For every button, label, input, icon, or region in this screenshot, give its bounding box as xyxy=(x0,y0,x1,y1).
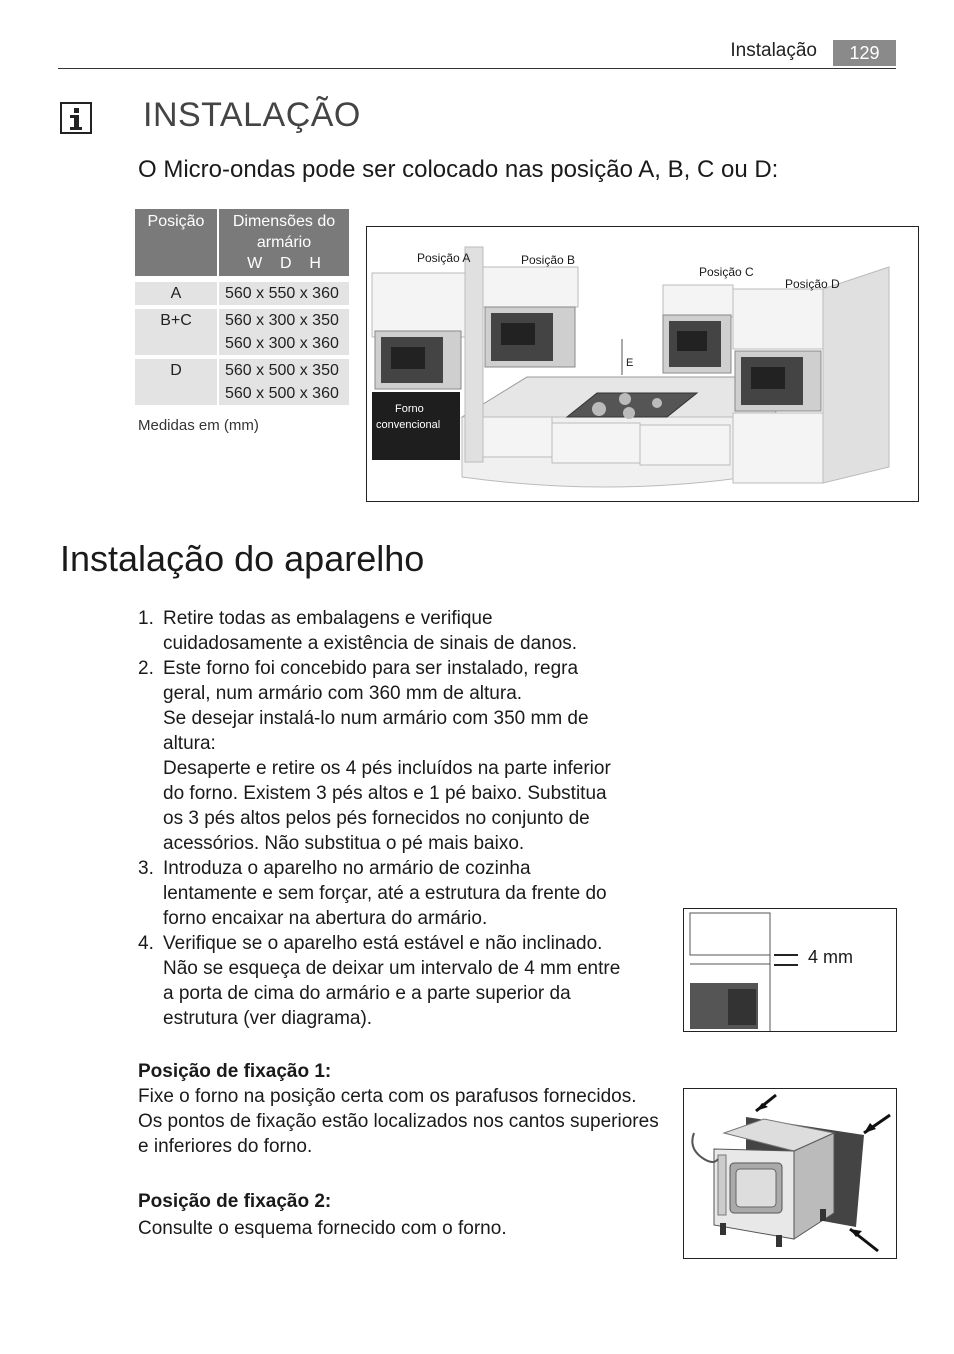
table-row xyxy=(135,359,349,405)
step-2: 2. Este forno foi concebido para ser instalado, regra geral, num armário com 360 mm de altura. Se desejar instalá-lo num armário com 350 mm de altura: Desaperte e retire os 4 pés incluídos na parte inferior do forno. Existem 3 pés altos e 1 pé baixo. Substitua os 3 pés altos pelos pés fornecidos no conjunto de acessórios. Não substitua o pé mais baixo. xyxy=(138,658,611,854)
header-rule xyxy=(58,68,896,69)
header-dimensions xyxy=(217,209,349,276)
measures-note: Medidas em (mm) xyxy=(138,417,259,434)
dimensions-table xyxy=(135,209,349,405)
row-dims: 560 x 300 x 350 560 x 300 x 360 xyxy=(217,309,349,355)
header-dims-line1: Dimensões do xyxy=(232,213,336,230)
header-dims-line2: armário xyxy=(256,234,312,251)
row-position: D xyxy=(135,359,217,405)
section-title: INSTALAÇÃO xyxy=(143,96,361,134)
gap-diagram xyxy=(683,908,897,1032)
info-icon xyxy=(60,102,92,134)
header-position: Posição xyxy=(135,209,217,276)
fixing-diagram xyxy=(683,1088,897,1259)
installation-steps xyxy=(138,606,678,1031)
fix-position-1: Posição de fixação 1: Fixe o forno na posição certa com os parafusos fornecidos. Os pontos de fixação estão localizados nos cantos superiores e inferiores do forno. xyxy=(138,1059,678,1159)
label-oven-line1: Forno xyxy=(395,403,424,415)
kitchen-drawing xyxy=(367,227,918,501)
header-wdh: W D H xyxy=(247,255,321,272)
gap-label: 4 mm xyxy=(808,947,853,967)
label-oven-line2: convencional xyxy=(376,419,441,431)
label-position-a: Posição A xyxy=(417,251,471,265)
step-4: 4. Verifique se o aparelho está estável e não inclinado. Não se esqueça de deixar um intervalo de 4 mm entre a porta de cima do armário e a parte superior da estrutura (ver diagrama). xyxy=(138,933,621,1029)
row-dims: 560 x 550 x 360 xyxy=(217,282,349,305)
table-row xyxy=(135,309,349,355)
fix-2-title: Posição de fixação 2: xyxy=(138,1191,332,1212)
intro-text: O Micro-ondas pode ser colocado nas posição A, B, C ou D: xyxy=(138,156,779,183)
fix-position-2: Posição de fixação 2: Consulte o esquema fornecido com o forno. xyxy=(138,1189,678,1241)
header-section: Instalação xyxy=(730,40,817,61)
table-header-row xyxy=(135,209,349,276)
label-position-b: Posição B xyxy=(521,253,576,267)
kitchen-illustration xyxy=(366,226,919,502)
step-3: 3. Introduza o aparelho no armário de cozinha lentamente e sem forçar, até a estrutura da frente do forno encaixar na abertura do armário. xyxy=(138,858,607,929)
row-dims: 560 x 500 x 350 560 x 500 x 360 xyxy=(217,359,349,405)
table-row xyxy=(135,282,349,305)
label-gap-e: E xyxy=(626,357,634,369)
label-position-d: Posição D xyxy=(785,277,840,291)
step-1: 1. Retire todas as embalagens e verifique cuidadosamente a existência de sinais de danos. xyxy=(138,608,578,654)
fixing-drawing xyxy=(684,1089,896,1258)
fix-1-title: Posição de fixação 1: xyxy=(138,1061,332,1082)
page-number: 129 xyxy=(833,40,896,66)
row-position: B+C xyxy=(135,309,217,355)
row-position: A xyxy=(135,282,217,305)
label-position-c: Posição C xyxy=(699,265,754,279)
main-title: Instalação do aparelho xyxy=(60,538,425,579)
gap-drawing xyxy=(684,909,896,1031)
